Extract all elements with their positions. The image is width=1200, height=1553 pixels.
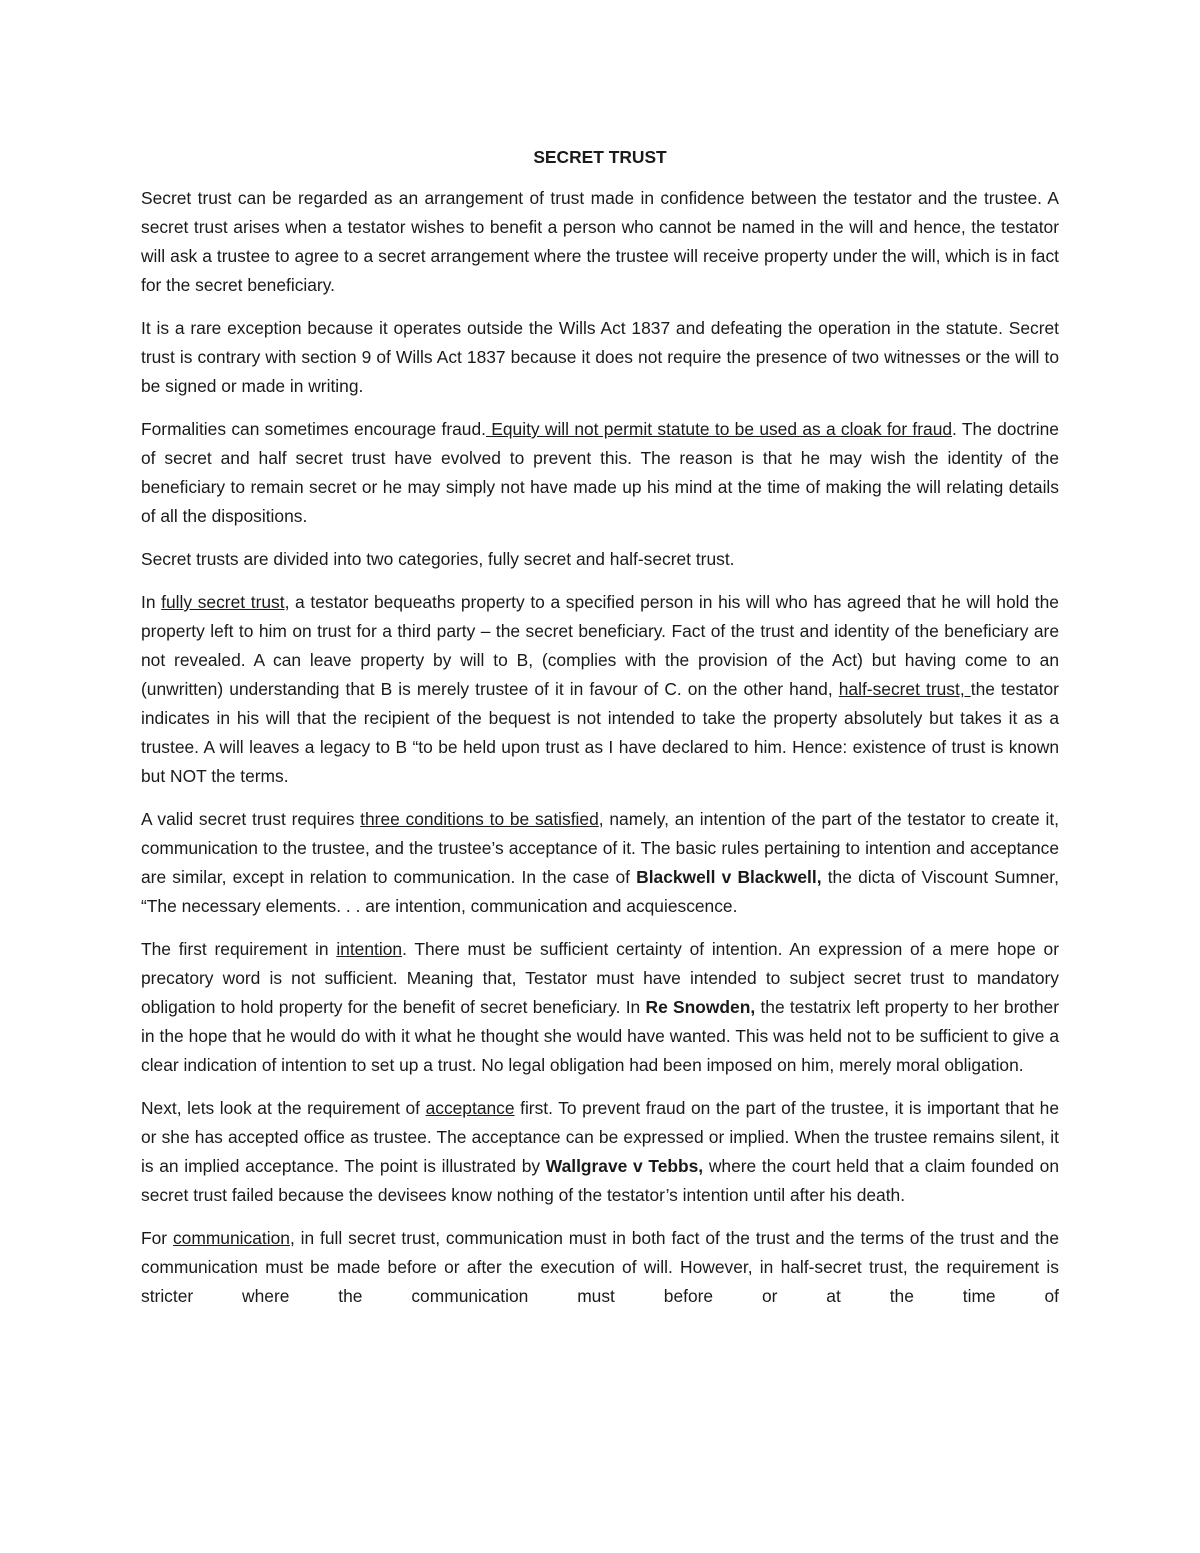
text-span: For	[141, 1228, 173, 1248]
text-span: Next, lets look at the requirement of	[141, 1098, 426, 1118]
paragraph-categories: Secret trusts are divided into two categories, fully secret and half-secret trust.	[141, 549, 735, 569]
paragraph-formalities	[141, 415, 1059, 531]
text-span: The first requirement in	[141, 939, 337, 959]
underlined-text: fully secret trust	[161, 592, 285, 612]
paragraph-wills-act: It is a rare exception because it operates outside the Wills Act 1837 and defeating the operation in the statute. Secret trust is contrary with section 9 of Wills Act 1837 because it does not require the presence of two witnesses or the will to be signed or made in writing.	[141, 318, 1059, 396]
text-span: first. To prevent fraud on the part of the trustee, it is important that he or she has accepted office as trustee. The acceptance can be expressed or implied. When the trustee remains silent, it is an implied acceptance. The point is illustrated by	[141, 1098, 1059, 1176]
document-title: SECRET TRUST	[533, 147, 667, 167]
text-span: , a testator bequeaths property to a specified person in his will who has agreed that he will hold the property left to him on trust for a third party – the secret beneficiary. Fact of the trust and identity of the beneficiary are not revealed. A can leave property by will to B, (complies with the provision of the Act) but having come to an (unwritten) understanding that B is merely trustee of it in favour of C. on the other hand,	[141, 592, 1059, 699]
underlined-text: communication	[172, 1228, 290, 1248]
paragraph-definition: Secret trust can be regarded as an arrangement of trust made in confidence between the testator and the trustee. A secret trust arises when a testator wishes to benefit a person who cannot be named in the will and hence, the testator will ask a trustee to agree to a secret arrangement where the trustee will receive property under the will, which is in fact for the secret beneficiary.	[141, 188, 1059, 295]
text-span: Formalities can sometimes encourage fraud.	[141, 419, 486, 439]
paragraph-communication	[141, 1224, 1059, 1311]
document-body	[141, 143, 1059, 1325]
text-span: , in full secret trust, communication must in both fact of the trust and the terms of the trust and the communication must be made before or after the execution of will. However, in half-secret trust, the requirement is stricter where the communication must before or at the time of	[141, 1228, 1059, 1306]
paragraph-conditions	[141, 805, 1059, 921]
paragraph-acceptance	[141, 1094, 1059, 1210]
text-span: the testatrix left property to her brother in the hope that he would do with it what he thought she would have wanted. This was held not to be sufficient to give a clear indication of intention to set up a trust. No legal obligation had been imposed on him, merely moral obligation.	[141, 997, 1059, 1075]
underlined-text: Equity will not permit statute to be used as a cloak for fraud	[485, 419, 953, 439]
text-span: . There must be sufficient certainty of intention. An expression of a mere hope or precatory word is not sufficient. Meaning that, Testator must have intended to subject secret trust to mandatory obligation to hold property for the benefit of secret beneficiary. In	[141, 939, 1059, 1017]
text-span: where the court held that a claim founded on secret trust failed because the devisees know nothing of the testator’s intention until after his death.	[141, 1156, 1059, 1205]
underlined-text: acceptance	[425, 1098, 515, 1118]
text-span: In	[141, 592, 162, 612]
underlined-text: intention	[336, 939, 403, 959]
case-name: Wallgrave v Tebbs,	[545, 1156, 704, 1176]
text-span: the dicta of Viscount Sumner, “The necessary elements. . . are intention, communication and acquiescence.	[141, 867, 1059, 916]
underlined-text: three conditions to be satisfied	[360, 809, 599, 829]
case-name: Blackwell v Blackwell,	[636, 867, 822, 887]
paragraph-fully-secret	[141, 588, 1059, 791]
text-span: A valid secret trust requires	[141, 809, 361, 829]
text-span: the testator indicates in his will that the recipient of the bequest is not intended to take the property absolutely but takes it as a trustee. A will leaves a legacy to B “to be held upon trust as I have declared to him. Hence: existence of trust is known but NOT the terms.	[141, 679, 1059, 786]
paragraph-intention	[141, 935, 1059, 1080]
text-span: . The doctrine of secret and half secret trust have evolved to prevent this. The reason is that he may wish the identity of the beneficiary to remain secret or he may simply not have made up his mind at the time of making the will relating details of all the dispositions.	[141, 419, 1059, 526]
text-span: , namely, an intention of the part of the testator to create it, communication to the trustee, and the trustee’s acceptance of it. The basic rules pertaining to intention and acceptance are similar, except in relation to communication. In the case of	[141, 809, 1059, 887]
underlined-text: half-secret trust,	[838, 679, 971, 699]
case-name: Re Snowden,	[645, 997, 756, 1017]
